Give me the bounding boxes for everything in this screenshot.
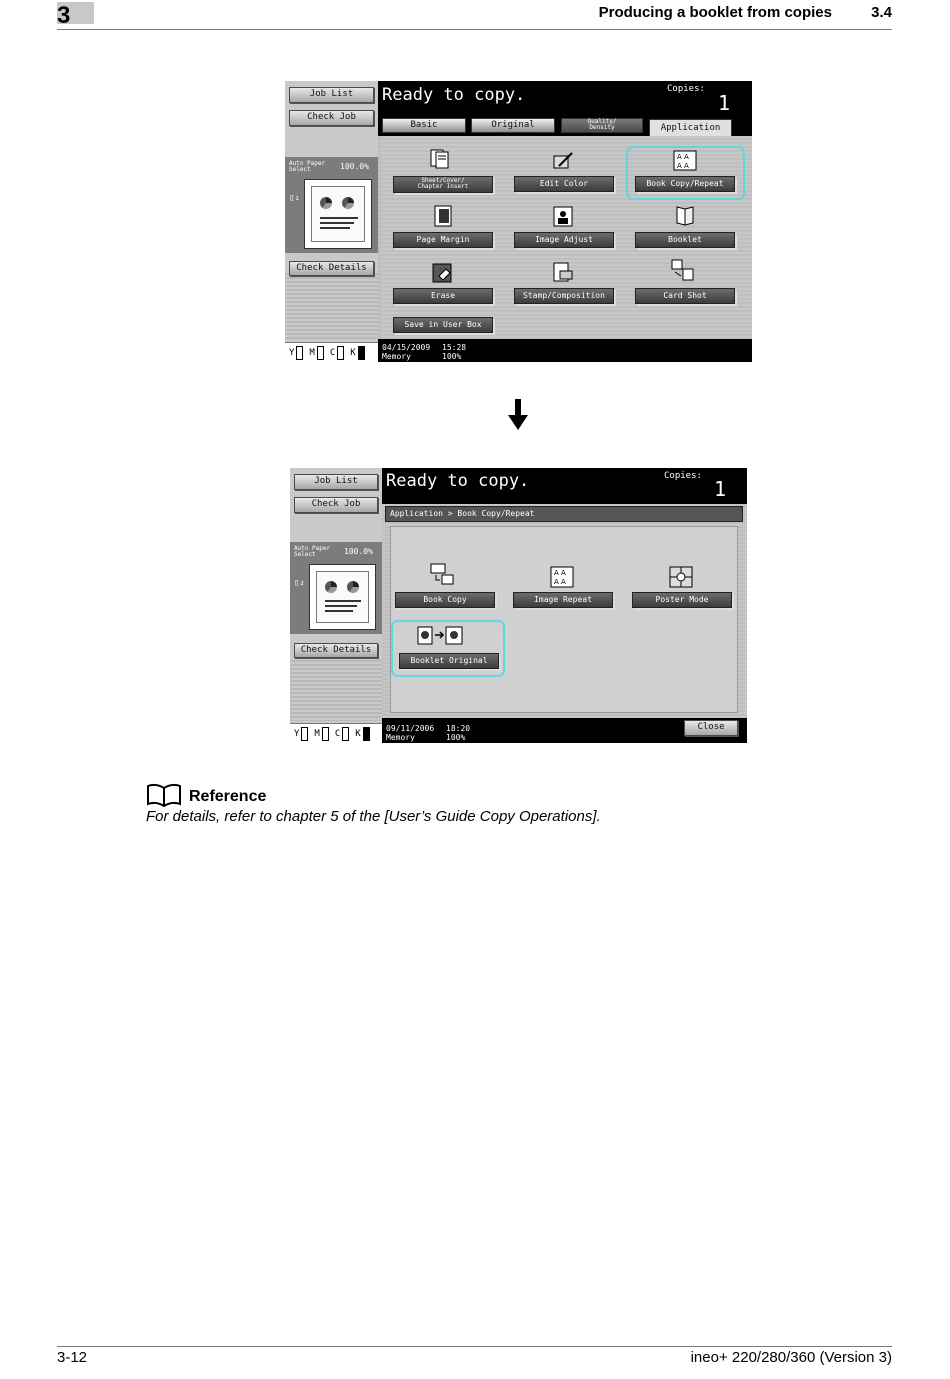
sheet-cover-insert-icon [429, 148, 453, 170]
job-list-button[interactable]: Job List [294, 474, 378, 490]
copies-count: 1 [714, 477, 727, 501]
preview-paper [304, 179, 372, 249]
check-details-button[interactable]: Check Details [289, 261, 374, 276]
svg-text:A A: A A [677, 162, 689, 170]
check-job-button[interactable]: Check Job [294, 497, 378, 513]
edit-color-button[interactable]: Edit Color [514, 176, 614, 192]
header-title: Producing a booklet from copies [598, 4, 832, 21]
booklet-original-highlight [391, 620, 505, 677]
copies-count: 1 [718, 91, 731, 115]
time: 15:28 [442, 343, 467, 352]
chapter-number: 3 [57, 2, 71, 29]
save-in-user-box-button[interactable]: Save in User Box [393, 317, 493, 333]
header-divider [57, 29, 892, 30]
svg-text:A A: A A [554, 569, 566, 577]
image-repeat-button[interactable]: Image Repeat [513, 592, 613, 608]
status-bar-top [382, 468, 747, 504]
pie-thumbnail-icon [347, 581, 359, 593]
memory-label: Memory [386, 733, 415, 742]
status-message: Ready to copy. [386, 471, 530, 491]
application-content [381, 136, 752, 339]
date: 04/15/2009 [382, 343, 431, 352]
image-repeat-icon [550, 566, 574, 588]
copies-label: Copies: [664, 471, 702, 481]
memory-value: 100% [446, 733, 466, 742]
image-adjust-icon [551, 206, 575, 228]
copies-label: Copies: [667, 84, 705, 94]
page-margin-button[interactable]: Page Margin [393, 232, 493, 248]
check-job-button[interactable]: Check Job [289, 110, 374, 126]
toner-levels: Y M C K [285, 342, 378, 362]
status-bar-bottom [378, 339, 752, 362]
tab-basic[interactable]: Basic [382, 118, 466, 133]
tab-original-setting[interactable]: Original [471, 118, 555, 133]
memory-value: 100% [442, 352, 462, 361]
breadcrumb: Application > Book Copy/Repeat [385, 506, 743, 522]
book-icon [146, 782, 182, 808]
card-shot-icon [671, 259, 695, 281]
check-details-button[interactable]: Check Details [294, 643, 378, 658]
book-copy-repeat-highlight [626, 146, 745, 200]
status-message: Ready to copy. [382, 85, 526, 105]
booklet-icon [673, 204, 697, 226]
booklet-original-button[interactable]: Booklet Original [399, 653, 499, 669]
erase-button[interactable]: Erase [393, 288, 493, 304]
toner-levels: Y M C K [290, 723, 382, 743]
date: 09/11/2006 [386, 724, 435, 733]
product-name: ineo+ 220/280/360 (Version 3) [690, 1349, 892, 1366]
left-panel [290, 468, 382, 743]
tab-application[interactable]: Application [649, 119, 732, 137]
image-adjust-button[interactable]: Image Adjust [514, 232, 614, 248]
svg-text:A A: A A [554, 578, 566, 586]
zoom-ratio: 100.0% [340, 162, 369, 171]
close-button[interactable]: Close [684, 720, 738, 736]
left-panel [285, 81, 378, 362]
duplex-indicator-icon: ▯₁ [289, 193, 300, 203]
poster-mode-icon [669, 566, 693, 588]
paper-select-caption: Auto Paper Select [294, 545, 331, 558]
booklet-button[interactable]: Booklet [635, 232, 735, 248]
pie-thumbnail-icon [342, 197, 354, 209]
pie-thumbnail-icon [320, 197, 332, 209]
book-copy-button[interactable]: Book Copy [395, 592, 495, 608]
book-copy-repeat-content [382, 504, 747, 718]
down-arrow-icon [508, 399, 528, 431]
sheet-cover-chapter-insert-button[interactable]: Sheet/Cover/ Chapter Insert [393, 176, 493, 193]
preview-paper [309, 564, 376, 630]
screenshot-book-copy-repeat [290, 468, 747, 743]
time: 18:20 [446, 724, 471, 733]
memory-label: Memory [382, 352, 411, 361]
preview-panel [285, 157, 378, 253]
tab-quality-density[interactable]: Quality/ Density [561, 118, 643, 133]
paper-select-caption: Auto Paper Select [289, 160, 326, 173]
svg-text:A A: A A [677, 153, 689, 161]
card-shot-button[interactable]: Card Shot [635, 288, 735, 304]
pie-thumbnail-icon [325, 581, 337, 593]
edit-color-icon [551, 150, 575, 172]
stamp-composition-button[interactable]: Stamp/Composition [514, 288, 614, 304]
poster-mode-button[interactable]: Poster Mode [632, 592, 732, 608]
reference-title: Reference [189, 788, 267, 805]
book-copy-icon [430, 563, 454, 585]
screenshot-application-menu [285, 81, 752, 362]
footer-divider [57, 1346, 892, 1347]
reference-text: For details, refer to chapter 5 of the [User’s Guide Copy Operations]. [146, 808, 601, 825]
erase-icon [431, 262, 455, 284]
book-copy-repeat-button[interactable]: Book Copy/Repeat [635, 176, 735, 192]
job-list-button[interactable]: Job List [289, 87, 374, 103]
stamp-composition-icon [551, 261, 575, 283]
page-number: 3-12 [57, 1349, 88, 1366]
duplex-indicator-icon: ▯₂ [294, 578, 305, 588]
page-margin-icon [431, 205, 455, 227]
preview-panel [290, 542, 382, 634]
zoom-ratio: 100.0% [344, 547, 373, 556]
header-section-number: 3.4 [871, 4, 892, 21]
